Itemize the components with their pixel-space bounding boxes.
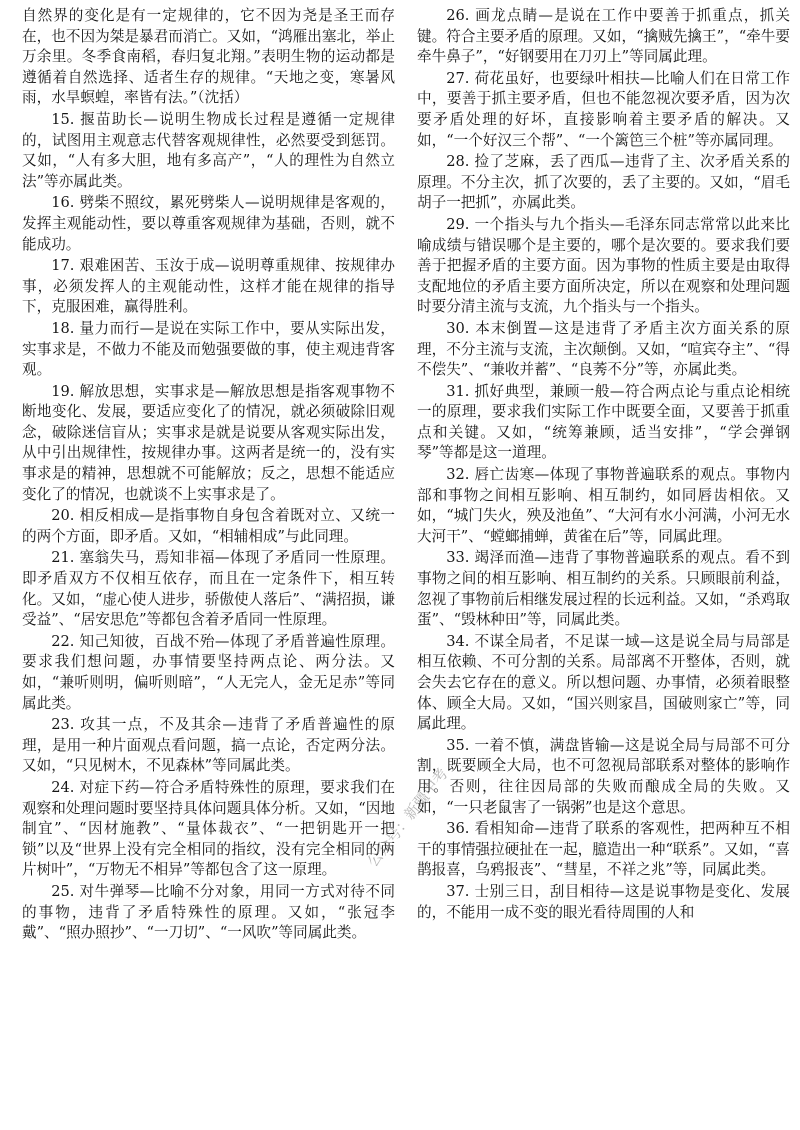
- right-paragraph: 37. 士别三日，刮目相待—这是说事物是变化、发展的，不能用一成不变的眼光看待周围的人和: [417, 882, 790, 921]
- right-paragraph: 33. 竭泽而渔—违背了事物普遍联系的观点。看不到事物之间的相互影响、相互制约的关系。只顾眼前利益，忽视了事物前后相继发展过程的长远利益。又如，“杀鸡取蛋”、“毁林种田”等，同属此类。: [417, 549, 790, 629]
- left-paragraph: 自然界的变化是有一定规律的，它不因为尧是圣王而存在，也不因为桀是暴君而消亡。又如，“鸿雁出塞北，举止万余里。冬季食南稻，春归复北翔。”表明生物的运动都是遵循着自然选择、适者生存的规律。“天地之变，寒暑风雨，水旱螟蝗，率皆有法。”（沈括）: [22, 7, 395, 107]
- left-paragraph: 19. 解放思想，实事求是—解放思想是指客观事物不断地变化、发展，要适应变化了的情况，就必须破除旧观念，破除迷信盲从；实事求是就是说要从客观实际出发，从中引出规律性，按规律办事。这两者是统一的，没有实事求是的精神，思想就不可能解放；反之，思想不能适应变化了的情况，也就谈不上实事求是了。: [22, 382, 395, 503]
- left-paragraph: 24. 对症下药—符合矛盾特殊性的原理，要求我们在观察和处理问题时要坚持具体问题具体分析。又如，“因地制宜”、“因材施教”、“量体裁衣”、“一把钥匙开一把锁”以及“世界上没有完全相同的指纹，没有完全相同的两片树叶”，“万物无不相异”等都包含了这一原理。: [22, 778, 395, 879]
- right-paragraph: 30. 本末倒置—这是违背了矛盾主次方面关系的原理，不分主流与支流，主次颠倒。又如，“喧宾夺主”、“得不偿失”、“兼收并蓄”、“良莠不分”等，亦属此类。: [417, 319, 790, 379]
- right-paragraph: 28. 捡了芝麻，丢了西瓜—违背了主、次矛盾关系的原理。不分主次，抓了次要的，丢了主要的。又如，“眉毛胡子一把抓”，亦属此类。: [417, 153, 790, 212]
- left-paragraph: 15. 揠苗助长—说明生物成长过程是遵循一定规律的，试图用主观意志代替客观规律性，必然要受到惩罚。又如，“人有多大胆，地有多高产”，“人的理性为自然立法”等亦属此类。: [22, 110, 395, 190]
- right-paragraph: 27. 荷花虽好，也要绿叶相扶—比喻人们在日常工作中，要善于抓主要矛盾，但也不能忽视次要矛盾，因为次要矛盾处理的好坏，直接影响着主要矛盾的解决。又如，“一个好汉三个帮”、“一个篱笆三个桩”等亦属同理。: [417, 69, 790, 149]
- left-paragraph: 17. 艰难困苦、玉汝于成—说明尊重规律、按规律办事，必须发挥人的主观能动性，这样才能在规律的指导下，克服困难，赢得胜利。: [22, 257, 395, 316]
- right-paragraph: 26. 画龙点睛—是说在工作中要善于抓重点，抓关键。符合主要矛盾的原理。又如，“擒贼先擒王”，“牵牛要牵牛鼻子”，“好钢要用在刀刃上”等同属此理。: [417, 7, 790, 66]
- right-column: [417, 6, 790, 1130]
- right-paragraph: 34. 不谋全局者，不足谋一域—这是说全局与局部是相互依赖、不可分割的关系。局部离不开整体，否则，就会失去它存在的意义。所以想问题、办事情，必须着眼整体、顾全大局。又如，“国兴则家昌，国破则家亡”等，同属此理。: [417, 632, 790, 733]
- right-paragraph: 32. 唇亡齿寒—体现了事物普遍联系的观点。事物内部和事物之间相互影响、相互制约，如同唇齿相依。又如，“城门失火，殃及池鱼”、“大河有水小河满，小河无水大河干”、“螳螂捕蝉，黄雀在后”等，同属此理。: [417, 466, 790, 545]
- watermark-text: 公众号：新疆中考: [363, 764, 452, 871]
- left-paragraph: 23. 攻其一点，不及其余—违背了矛盾普遍性的原理，是用一种片面观点看问题，搞一点论，否定两分法。又如，“只见树木，不见森林”等同属此类。: [22, 716, 395, 775]
- left-paragraph: 16. 劈柴不照纹，累死劈柴人—说明规律是客观的，发挥主观能动性，要以尊重客观规律为基础，否则，就不能成功。: [22, 194, 395, 253]
- right-paragraph: 35. 一着不慎，满盘皆输—这是说全局与局部不可分割，既要顾全大局，也不可忽视局部联系对整体的影响作用。否则，往往因局部的失败而酿成全局的失败。又如，“一只老鼠害了一锅粥”也是这个意思。: [417, 736, 790, 816]
- left-paragraph: 20. 相反相成—是指事物自身包含着既对立、又统一的两个方面，即矛盾。又如，“相辅相成”与此同理。: [22, 507, 395, 545]
- left-paragraph: 22. 知己知彼，百战不殆—体现了矛盾普遍性原理。要求我们想问题，办事情要坚持两点论、两分法。又如，“兼听则明，偏听则暗”，“人无完人，金无足赤”等同属此类。: [22, 632, 395, 712]
- left-column: [22, 6, 395, 1130]
- left-paragraph: 21. 塞翁失马，焉知非福—体现了矛盾同一性原理。即矛盾双方不仅相互依存，而且在一定条件下，相互转化。又如，“虚心使人进步，骄傲使人落后”、“满招损，谦受益”、“居安思危”等都包含着矛盾同一性原理。: [22, 549, 395, 629]
- right-paragraph: 29. 一个指头与九个指头—毛泽东同志常常以此来比喻成绩与错误哪个是主要的，哪个是次要的。要求我们要善于把握矛盾的主要方面。因为事物的性质主要是由取得支配地位的矛盾主要方面所决定，所以在观察和处理问题时要分清主流与支流，九个指头与一个指头。: [417, 215, 790, 316]
- right-paragraph: 36. 看相知命—违背了联系的客观性，把两种互不相干的事情强拉硬扯在一起，臆造出一种“联系”。又如，“喜鹊报喜，乌鸦报丧”、“彗星，不祥之兆”等，同属此类。: [417, 820, 790, 879]
- left-paragraph: 18. 量力而行—是说在实际工作中，要从实际出发，实事求是，不做力不能及而勉强要做的事，使主观违背客观。: [22, 319, 395, 379]
- left-paragraph: 25. 对牛弹琴—比喻不分对象，用同一方式对待不同的事物，违背了矛盾特殊性的原理。又如，“张冠李戴”、“照办照抄”、“一刀切”、“一风吹”等同属此类。: [22, 882, 395, 942]
- right-paragraph: 31. 抓好典型，兼顾一般—符合两点论与重点论相统一的原理，要求我们实际工作中既要全面，又要善于抓重点和关键。又如，“统筹兼顾，适当安排”，“学会弹钢琴”等都是这一道理。: [417, 382, 790, 462]
